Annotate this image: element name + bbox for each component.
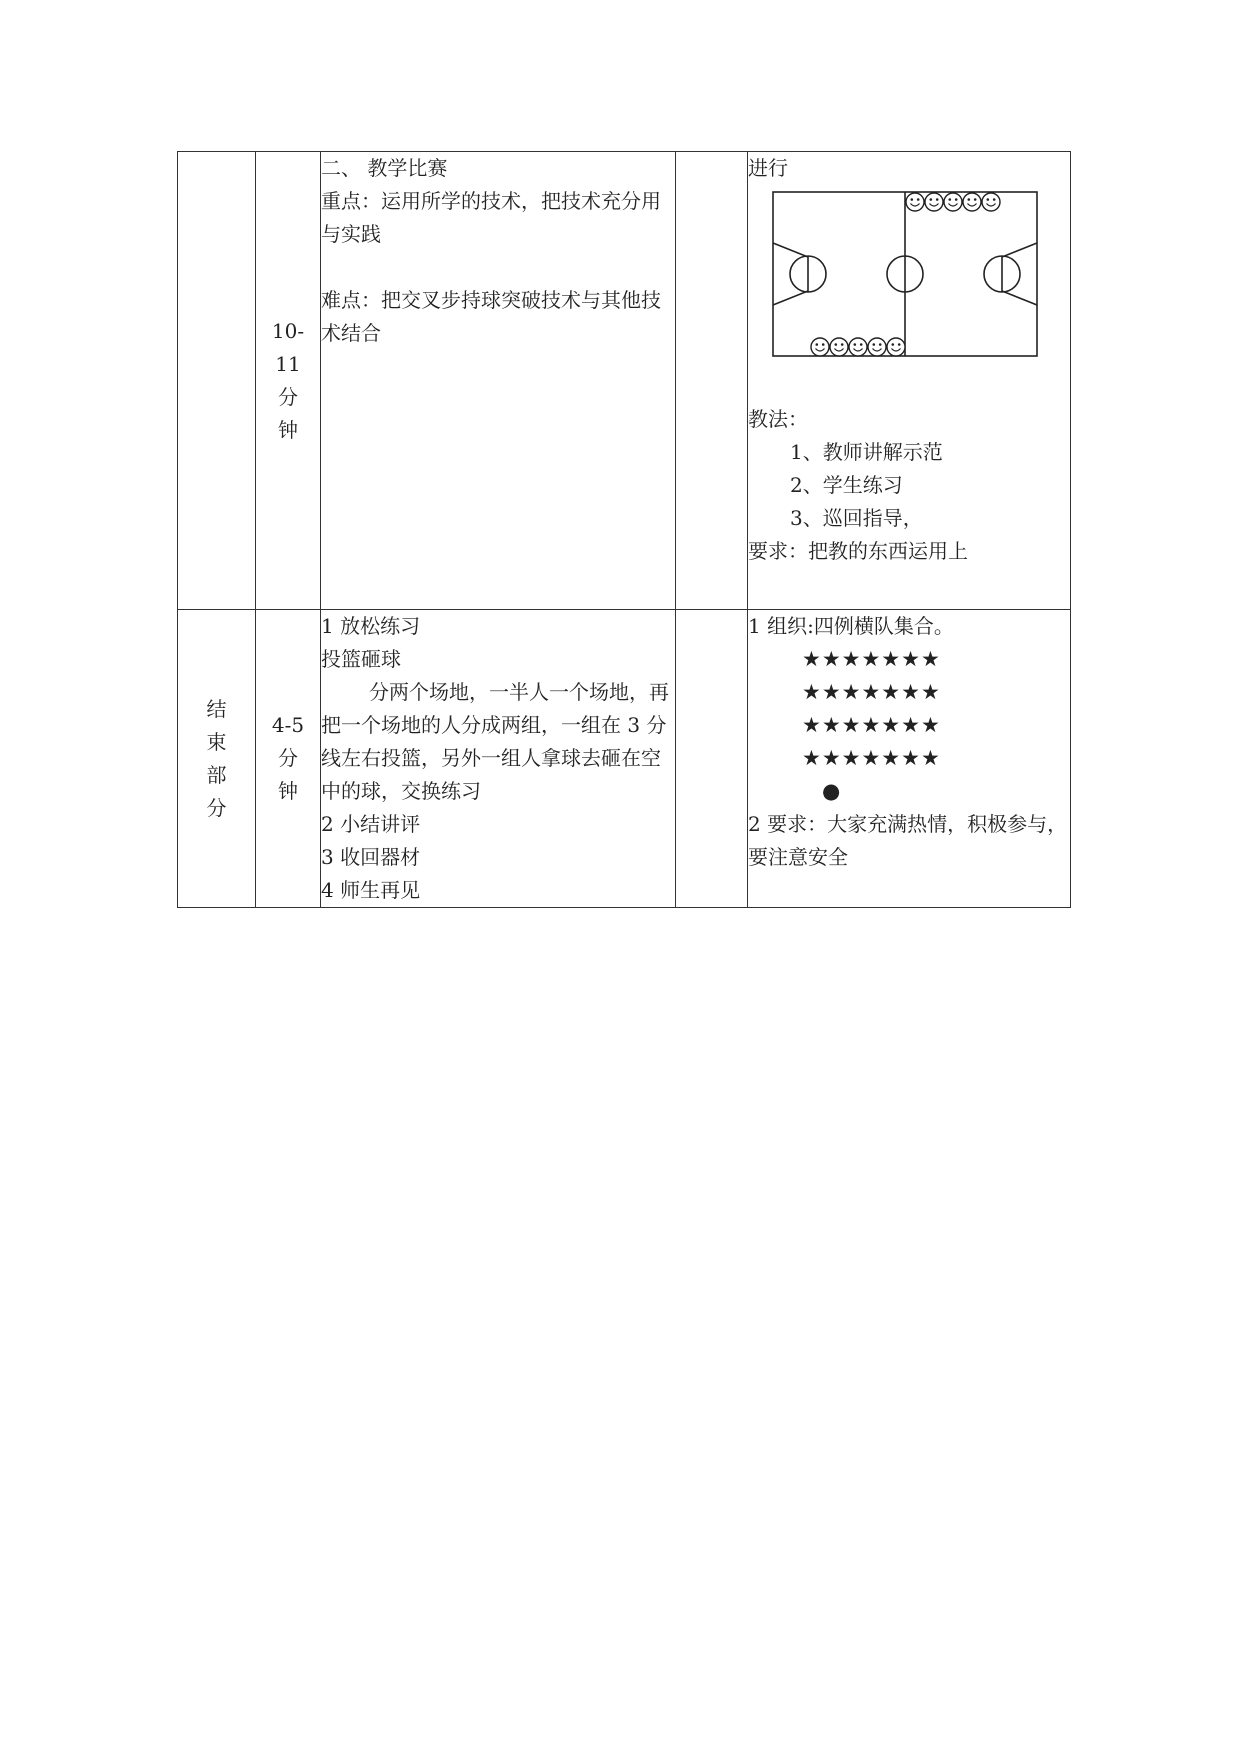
formation-star-row: ★★★★★★★: [802, 746, 941, 770]
part-cell: [178, 610, 256, 908]
teaching-method: [748, 403, 1070, 568]
activity-item: 2 小结讲评: [321, 812, 421, 836]
organization-cell: [748, 152, 1071, 610]
part-text: 结: [206, 696, 227, 721]
part-cell: [178, 152, 256, 610]
time-text: 分: [278, 746, 298, 770]
teaching-label: 教法：: [748, 407, 808, 431]
time-text: 分: [278, 384, 298, 409]
player-smiley-icon: [849, 338, 867, 356]
bottom-team-players: [811, 338, 905, 356]
content-cell: [321, 152, 676, 610]
player-smiley-icon: [982, 193, 1000, 211]
table-row: [178, 152, 1071, 610]
activity-item: 3 收回器材: [321, 845, 421, 869]
section-heading: 二、 教学比赛: [321, 156, 448, 180]
formation-star-row: ★★★★★★★: [802, 713, 941, 737]
key-point: 重点：运用所学的技术，把技术充分用与实践: [321, 189, 661, 246]
teacher-marker-icon: ●: [822, 779, 841, 803]
player-smiley-icon: [830, 338, 848, 356]
teaching-step: 1、教师讲解示范: [790, 440, 943, 464]
activity-item: 1 放松练习: [321, 614, 421, 638]
lesson-plan-table: [177, 151, 1071, 908]
formation-star-row: ★★★★★★★: [802, 647, 941, 671]
top-team-players: [906, 193, 1000, 211]
time-cell: [256, 152, 321, 610]
basketball-court-icon: [772, 191, 1038, 359]
player-smiley-icon: [868, 338, 886, 356]
activity-description: 分两个场地，一半人一个场地，再把一个场地的人分成两组，一组在 3 分线左右投篮，另外一组人拿球去砸在空中的球，交换练习: [321, 680, 669, 803]
empty-cell: [676, 610, 748, 908]
formation-star-row: ★★★★★★★: [802, 680, 941, 704]
empty-cell: [676, 152, 748, 610]
table-row: [178, 610, 1071, 908]
requirement-text: 要求：把教的东西运用上: [748, 539, 968, 563]
activity-item: 4 师生再见: [321, 878, 421, 902]
player-smiley-icon: [944, 193, 962, 211]
time-text: 10-: [271, 318, 305, 343]
teaching-step: 3、巡回指导，: [790, 506, 923, 530]
difficult-point: 难点：把交叉步持球突破技术与其他技术结合: [321, 288, 661, 345]
player-smiley-icon: [811, 338, 829, 356]
part-text: 分: [206, 795, 227, 820]
player-smiley-icon: [925, 193, 943, 211]
organization-cell: [748, 610, 1071, 908]
continued-text: 进行: [748, 156, 788, 180]
player-smiley-icon: [963, 193, 981, 211]
part-text: 束: [206, 729, 227, 754]
time-text: 钟: [278, 779, 298, 803]
time-cell: [256, 610, 321, 908]
formation-label: 1 组织:四例横队集合。: [748, 614, 954, 638]
time-text: 11: [275, 351, 301, 376]
time-text: 4-5: [271, 713, 305, 737]
time-text: 钟: [278, 417, 298, 442]
player-smiley-icon: [906, 193, 924, 211]
player-smiley-icon: [887, 338, 905, 356]
part-text: 部: [206, 762, 227, 787]
content-cell: [321, 610, 676, 908]
teaching-step: 2、学生练习: [790, 473, 903, 497]
activity-subtitle: 投篮砸球: [321, 647, 401, 671]
requirement-text: 2 要求：大家充满热情，积极参与，要注意安全: [748, 812, 1068, 869]
